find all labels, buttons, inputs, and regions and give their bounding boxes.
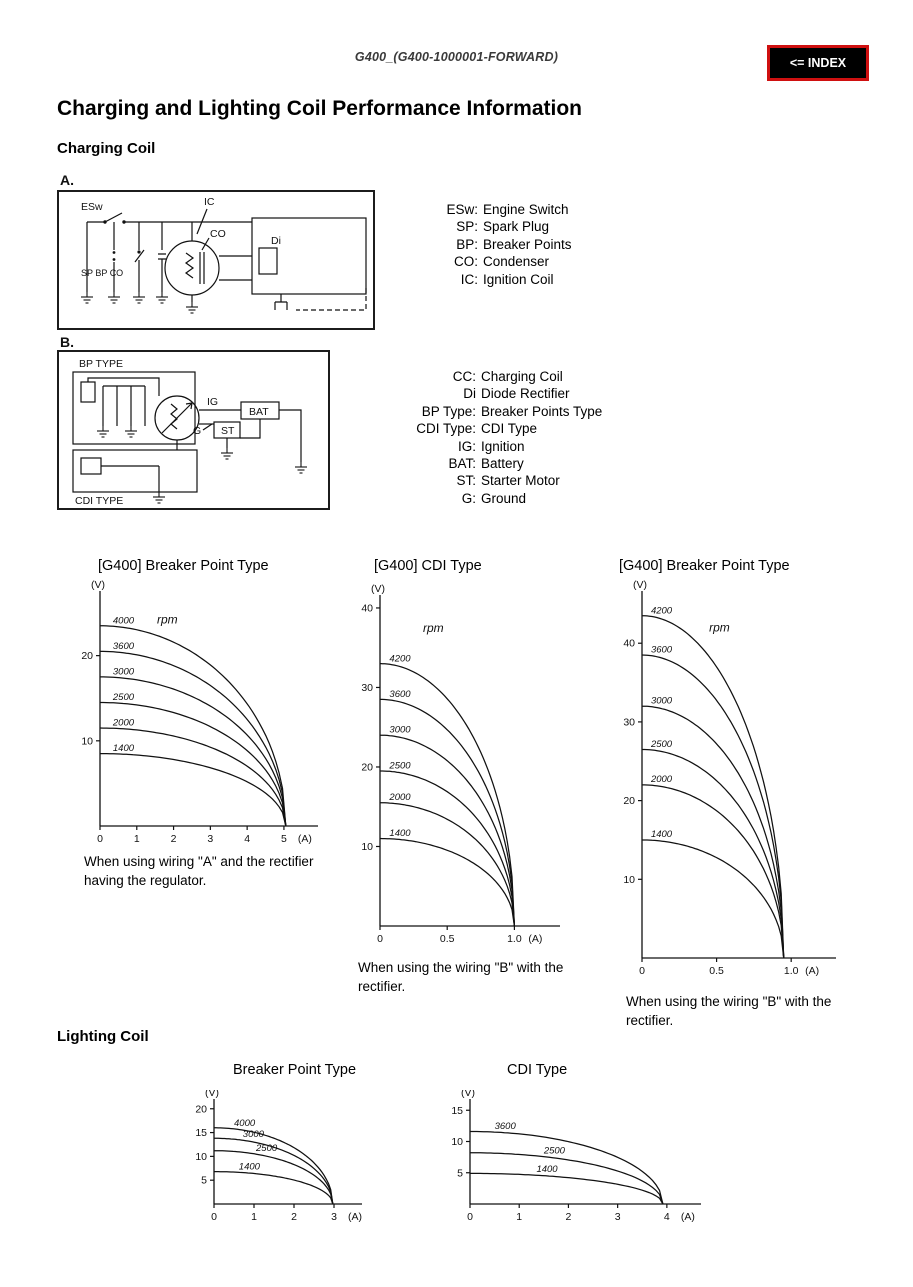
y-tick-label: 20 [623,795,635,808]
chart-caption-2: When using the wiring "B" with the rectifier. [358,960,564,994]
chart-title-lighting-cdi: CDI Type [507,1062,568,1078]
legend-b [404,368,602,507]
label-a: A. [60,172,74,188]
rpm-curve-label: 3000 [242,1129,264,1141]
rectifier-element [259,248,277,274]
di-label: Di [271,235,281,247]
rpm-curve-3600 [470,1132,663,1205]
y-tick-label: 5 [457,1167,463,1180]
y-tick-label: 20 [195,1103,207,1116]
wires [73,372,301,492]
rpm-curve-label: 3000 [389,724,411,736]
y-tick-label: 15 [451,1104,463,1117]
rpm-curve-label: 3600 [389,688,411,700]
sp-bp-co-label: SP BP CO [81,268,124,278]
legend-key: Di [463,386,476,402]
rpm-curve-label: 2000 [112,717,135,729]
index-button-label: <= INDEX [789,56,847,70]
y-tick-label: 30 [623,716,635,729]
esw-label: ESw [81,201,103,213]
x-tick-label: 2 [291,1211,297,1223]
y-unit-label: (V) [371,583,385,595]
chart-canvas [188,1090,388,1230]
chart-breaker-point-b [614,580,876,993]
ig-label: IG [207,396,219,408]
rpm-curve-2500 [470,1153,663,1204]
x-unit-label: (A) [680,1211,695,1223]
ground-icon [186,302,198,313]
chart-canvas [614,580,876,988]
ground-icon [221,448,233,459]
legend-item [404,420,602,437]
rpm-curve-3600 [100,651,286,826]
x-tick-label: 3 [331,1211,337,1223]
y-unit-label: (V) [205,1090,219,1099]
cdi-type-label: CDI TYPE [75,495,124,507]
x-unit-label: (A) [297,833,312,845]
legend-key: CC: [452,369,476,384]
rpm-curve-label: 4200 [650,605,673,617]
legend-key: SP: [456,219,478,235]
ground-icon [125,426,137,437]
legend-value: Spark Plug [483,219,550,235]
rpm-curve-label: 4000 [112,615,135,627]
chart-title-lighting-breaker: Breaker Point Type [233,1062,357,1078]
legend-key: ESw: [446,202,478,217]
label-b: B. [60,334,74,350]
bp-type-label: BP TYPE [79,358,123,370]
breaker-contact-dot [137,250,140,253]
x-tick-label: 0 [639,965,645,977]
rpm-curve-label: 2000 [650,774,673,786]
chart-canvas [446,1090,731,1230]
y-tick-label: 10 [81,735,93,748]
legend-item [436,236,572,253]
spark-gap-dot [113,251,116,254]
y-tick-label: 20 [361,761,373,774]
rpm-curve-label: 4200 [389,653,411,665]
chart-canvas [68,580,348,852]
legend-key: IC: [460,271,478,287]
ic-label: IC [204,196,215,208]
x-unit-label: (A) [805,965,820,977]
ground-icon [97,426,109,437]
rpm-curve-1400 [470,1173,663,1204]
x-tick-label: 3 [614,1211,621,1223]
rpm-axis-label: rpm [157,612,178,627]
x-unit-label: (A) [348,1211,362,1223]
rpm-curve-label: 1400 [112,742,135,754]
rpm-curve-label: 3600 [112,640,135,652]
page-title: Charging and Lighting Coil Performance Information [57,97,583,120]
rectifier-box [252,218,366,294]
rpm-curve-2500 [214,1151,333,1204]
co-label: CO [210,228,226,240]
legend-value: Condenser [483,254,550,270]
legend-value: Breaker Points [483,236,572,252]
rpm-curve-label: 1400 [238,1161,260,1173]
rpm-curve-1400 [100,754,286,826]
legend-item [404,490,602,507]
rpm-curve-label: 2500 [389,760,411,772]
legend-item [436,201,572,218]
legend-item [404,455,602,472]
legend-value: Ground [481,490,527,506]
index-button[interactable] [767,45,869,81]
legend-item [436,218,572,235]
rpm-curve-label: 2000 [389,792,411,804]
legend-key: CDI Type: [416,421,476,437]
rpm-curve-label: 3000 [112,666,135,678]
y-tick-label: 20 [81,650,93,663]
rpm-curve-label: 1400 [650,829,673,841]
y-tick-label: 10 [195,1150,207,1163]
legend-key: BP: [456,236,478,252]
legend-key: BAT: [448,456,476,472]
legend-item [436,253,572,270]
chart-canvas [350,582,595,954]
wiring-diagram-a-canvas [59,192,373,328]
legend-value: Engine Switch [483,202,569,217]
legend-value: Starter Motor [481,473,560,489]
x-tick-label: 4 [663,1211,670,1223]
chart-title-cdi: [G400] CDI Type [374,558,482,574]
switch-contact [122,220,125,223]
legend-value: Ignition Coil [483,271,554,287]
rpm-curve-label: 3000 [650,695,673,707]
rpm-curve-label: 2500 [650,738,673,750]
legend-key: ST: [456,473,476,489]
x-unit-label: (A) [528,933,543,945]
legend-key: G: [461,490,476,506]
rpm-curve-label: 2500 [543,1145,565,1157]
legend-key: IG: [457,438,476,454]
legend-key: BP Type: [421,403,476,419]
rpm-axis-label: rpm [709,620,730,635]
chart-caption-1: When using wiring "A" and the rectifier having the regulator. [84,854,314,888]
x-tick-label: 0.5 [709,965,724,977]
x-tick-label: 1.0 [507,933,522,945]
legend-value: Charging Coil [481,369,563,384]
ground-icon [153,492,165,503]
rpm-curve-label: 4000 [234,1117,256,1129]
rpm-curve-label: 3600 [650,644,673,656]
x-tick-label: 1 [133,833,140,845]
y-unit-label: (V) [461,1090,475,1099]
rpm-curve-1400 [642,840,784,958]
y-tick-label: 15 [195,1127,207,1140]
x-tick-label: 1 [516,1211,523,1223]
rpm-axis-label: rpm [423,620,444,635]
rpm-curve-label: 2500 [112,691,135,703]
spark-gap-dot [113,258,116,261]
pi-symbol [275,302,287,310]
page-header: G400_(G400-1000001-FORWARD) [354,50,559,64]
ground-icon [108,292,120,303]
ground-icon [156,292,168,303]
x-tick-label: 2 [565,1211,572,1223]
legend-value: CDI Type [481,421,538,437]
chart-caption-3: When using the wiring "B" with the rectifier. [626,994,832,1028]
st-label: ST [221,425,235,437]
y-unit-label: (V) [633,580,647,591]
coil-winding-icon [186,253,193,278]
y-tick-label: 30 [361,681,373,694]
legend-value: Diode Rectifier [481,386,570,402]
chart-title-breaker-b: [G400] Breaker Point Type [619,558,790,574]
x-tick-label: 0 [377,933,383,945]
x-tick-label: 4 [244,833,251,845]
legend-item [404,472,602,489]
y-tick-label: 5 [201,1174,207,1187]
x-tick-label: 3 [207,833,214,845]
y-tick-label: 40 [623,637,635,650]
legend-item [404,385,602,402]
chart-title-breaker-a: [G400] Breaker Point Type [98,558,269,574]
y-tick-label: 10 [361,840,373,853]
legend-value: Ignition [481,438,525,454]
legend-item [404,368,602,385]
legend-key: CO: [453,254,478,270]
y-unit-label: (V) [91,580,105,591]
dashed-wire [296,288,366,310]
chart-cdi-type [350,582,595,959]
switch-pivot [103,220,106,223]
x-tick-label: 0 [97,833,103,845]
legend-item [404,438,602,455]
wiring-diagram-b [57,350,330,510]
y-tick-label: 10 [623,873,635,886]
x-tick-label: 0.5 [439,933,455,945]
x-tick-label: 0 [211,1211,217,1223]
coil-winding-icon [171,404,177,429]
chart-breaker-point-a [68,580,348,857]
ground-icon [295,462,307,473]
rpm-curve-2000 [380,803,514,926]
ground-icon [81,292,93,303]
g-label: G [193,425,202,437]
rpm-curve-label: 1400 [389,827,411,839]
x-tick-label: 0 [467,1211,473,1223]
wiring-diagram-a [57,190,375,330]
legend-value: Battery [481,456,524,472]
section-charging-coil: Charging Coil [57,140,156,157]
ground-icon [133,292,145,303]
wiring-diagram-b-canvas [59,352,328,508]
x-tick-label: 5 [281,833,287,845]
chart-lighting-cdi [446,1090,731,1235]
rpm-curve-2000 [642,785,784,958]
rpm-curve-label: 1400 [536,1164,558,1176]
legend-value: Breaker Points Type [481,403,603,419]
y-tick-label: 40 [361,602,373,615]
bat-label: BAT [249,406,269,418]
section-lighting-coil: Lighting Coil [57,1028,149,1045]
rpm-curve-1400 [380,839,514,927]
rpm-curve-label: 3600 [494,1121,516,1133]
rpm-curve-label: 2500 [256,1143,278,1155]
legend-item [436,271,572,288]
y-tick-label: 10 [451,1136,463,1148]
chart-lighting-breaker [188,1090,388,1235]
x-tick-label: 1.0 [783,965,799,977]
legend-item [404,403,602,420]
legend-a [436,201,572,288]
x-tick-label: 1 [251,1211,257,1223]
x-tick-label: 2 [170,833,177,845]
